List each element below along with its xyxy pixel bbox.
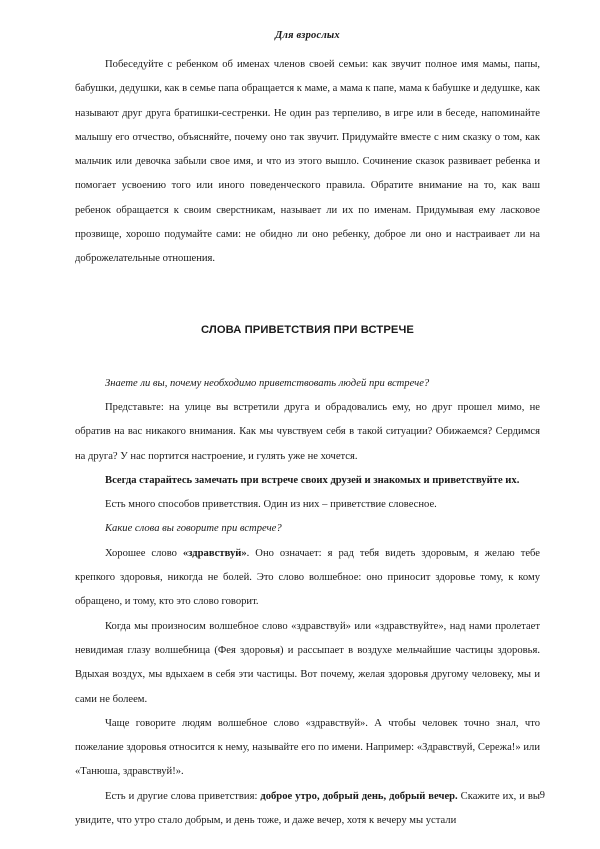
paragraph-two-trail-text: . Оно означает: я рад тебя видеть здоровым, я желаю тебе крепкого здоровья, никогда не болей. Это слово волшебное: оно приносит здоровье тому, к кому обращено, и тому, кто это слово говорит. [75, 547, 540, 608]
emphasis-greeting-phrases: доброе утро, добрый день, добрый вечер. [260, 790, 458, 802]
greetings-paragraph-two [75, 542, 540, 615]
adults-section-paragraph: Побеседуйте с ребенком об именах членов своей семьи: как звучит полное имя мамы, папы, бабушки, дедушки, как в семье папа обращается к маме, а мама к папе, мама к бабушке и дедушке, как называют друг друга братишки-сестренки. Не один раз терпеливо, в игре или в беседе, напоминайте малышу его отчество, объясняйте, почему оно так звучит. Придумайте вместе с ним сказку о том, как мальчик или девочка забыли свое имя, и что из этого вышло. Сочинение сказок развивает ребенка и помогает усвоению того или иного поведенческого правила. Обратите внимание на то, как ваш ребенок обращается к своим сверстникам, называет ли их по именам. Придумывая ему ласковое прозвище, хорошо подумайте сами: не обидно ли оно ребенку, доброе ли оно и настраивает ли на доброжелательные отношения. [75, 59, 540, 265]
emphasis-zdravstvuy: «здравствуй» [182, 547, 247, 559]
greetings-bold-statement: Всегда старайтесь замечать при встрече своих друзей и знакомых и приветствуйте их. [105, 474, 520, 486]
greetings-question-two: Какие слова вы говорите при встрече? [105, 523, 282, 535]
paragraph-two-lead-text: Хорошее слово [105, 547, 183, 559]
greetings-question-one: Знаете ли вы, почему необходимо приветствовать людей при встрече? [105, 377, 430, 389]
greetings-section-heading: СЛОВА ПРИВЕТСТВИЯ ПРИ ВСТРЕЧЕ [201, 323, 414, 336]
page-number: 9 [539, 790, 545, 801]
greetings-paragraph-three: Когда мы произносим волшебное слово «здравствуй» или «здравствуйте», над нами пролетает невидимая глазу волшебница (Фея здоровья) и рассыпает в воздухе мельчайшие частицы здоровья. Вдыхая воздух, мы вдыхаем в себя эти частицы. Вот почему, желая здоровья другому человеку, мы и сами не болеем. [75, 620, 540, 705]
greetings-paragraph-four: Чаще говорите людям волшебное слово «здравствуй». А чтобы человек точно знал, что пожелание здоровья относится к нему, называйте его по имени. Например: «Здравствуй, Сережа!» или «Танюша, здравствуй!». [75, 717, 540, 778]
page-content [75, 30, 540, 833]
greetings-paragraph-one: Представьте: на улице вы встретили друга и обрадовались ему, но друг прошел мимо, не обратив на вас никакого внимания. Как мы чувствуем себя в такой ситуации? Обижаемся? Сердимся на друга? У нас портится настроение, и гулять уже не хочется. [75, 401, 540, 462]
paragraph-five-trail-text: Скажите их, и вы увидите, что утро стало добрым, и день тоже, и даже вечер, хотя к вечеру мы устали [75, 790, 540, 827]
heading-spacer-top [75, 272, 540, 324]
greetings-paragraph-five [75, 785, 540, 834]
adults-section-heading: Для взрослых [275, 30, 340, 41]
greetings-ways-line: Есть много способов приветствия. Один из них – приветствие словесное. [105, 499, 437, 511]
heading-spacer-bottom [75, 336, 540, 372]
paragraph-five-lead-text: Есть и другие слова приветствия: [105, 790, 261, 802]
